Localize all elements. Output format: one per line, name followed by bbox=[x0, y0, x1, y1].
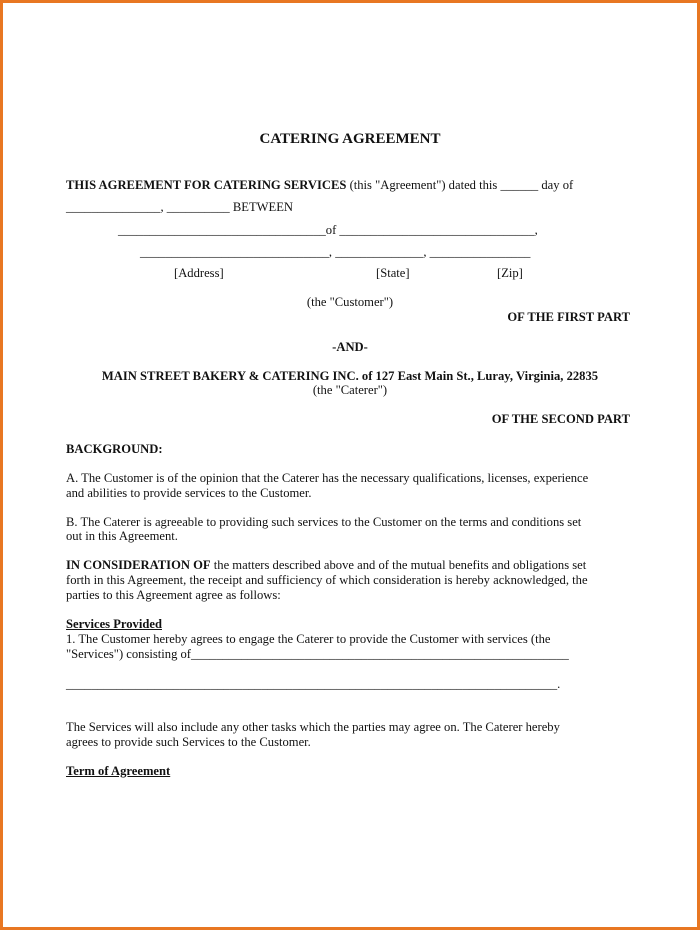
paragraph-a-line-1: A. The Customer is of the opinion that the Caterer has the necessary qualifications, licenses, experience bbox=[66, 471, 589, 485]
document-title: CATERING AGREEMENT bbox=[259, 131, 441, 147]
consideration-bold-text: IN CONSIDERATION OF bbox=[66, 558, 211, 572]
consideration-line-1 bbox=[66, 558, 586, 573]
caterer-definition: (the "Caterer") bbox=[312, 383, 388, 397]
services-heading: Services Provided bbox=[66, 617, 162, 631]
customer-definition: (the "Customer") bbox=[306, 295, 394, 309]
first-part-label: OF THE FIRST PART bbox=[507, 310, 630, 324]
background-heading: BACKGROUND: bbox=[66, 442, 163, 456]
intro-line bbox=[66, 178, 573, 193]
consideration-line-2: forth in this Agreement, the receipt and sufficiency of which consideration is hereby acknowledged, the bbox=[66, 573, 588, 587]
services-blank-line: ______________________________________________________________________________. bbox=[66, 677, 561, 691]
other-tasks-line-2: agrees to provide such Services to the Customer. bbox=[66, 735, 311, 749]
other-tasks-line-1: The Services will also include any other tasks which the parties may agree on. The Caterer hereby bbox=[66, 720, 560, 734]
term-heading: Term of Agreement bbox=[66, 764, 171, 778]
address-blank-line: ______________________________, ______________, ________________ bbox=[140, 245, 531, 259]
and-separator: -AND- bbox=[332, 340, 368, 354]
second-part-label: OF THE SECOND PART bbox=[491, 412, 630, 426]
paragraph-b-line-1: B. The Caterer is agreeable to providing such services to the Customer on the terms and conditions set bbox=[66, 515, 582, 529]
state-label: [State] bbox=[376, 266, 410, 280]
consideration-line-3: parties to this Agreement agree as follows: bbox=[66, 588, 281, 602]
address-label: [Address] bbox=[174, 266, 224, 280]
services-line-2: "Services") consisting of____________________________________________________________ bbox=[66, 647, 569, 661]
intro-bold-text: THIS AGREEMENT FOR CATERING SERVICES bbox=[66, 178, 347, 192]
caterer-line: MAIN STREET BAKERY & CATERING INC. of 127 East Main St., Luray, Virginia, 22835 bbox=[101, 369, 599, 383]
name-blank-line: _________________________________of _______________________________, bbox=[118, 223, 538, 237]
date-blank-line: _______________, __________ BETWEEN bbox=[66, 200, 294, 214]
paragraph-b-line-2: out in this Agreement. bbox=[66, 529, 178, 543]
consideration-rest-text: the matters described above and of the mutual benefits and obligations set bbox=[210, 558, 587, 572]
intro-rest-text: (this "Agreement") dated this ______ day of bbox=[346, 178, 574, 192]
paragraph-a-line-2: and abilities to provide services to the Customer. bbox=[66, 486, 312, 500]
services-line-1: 1. The Customer hereby agrees to engage the Caterer to provide the Customer with services (the bbox=[66, 632, 551, 646]
zip-label: [Zip] bbox=[497, 266, 523, 280]
